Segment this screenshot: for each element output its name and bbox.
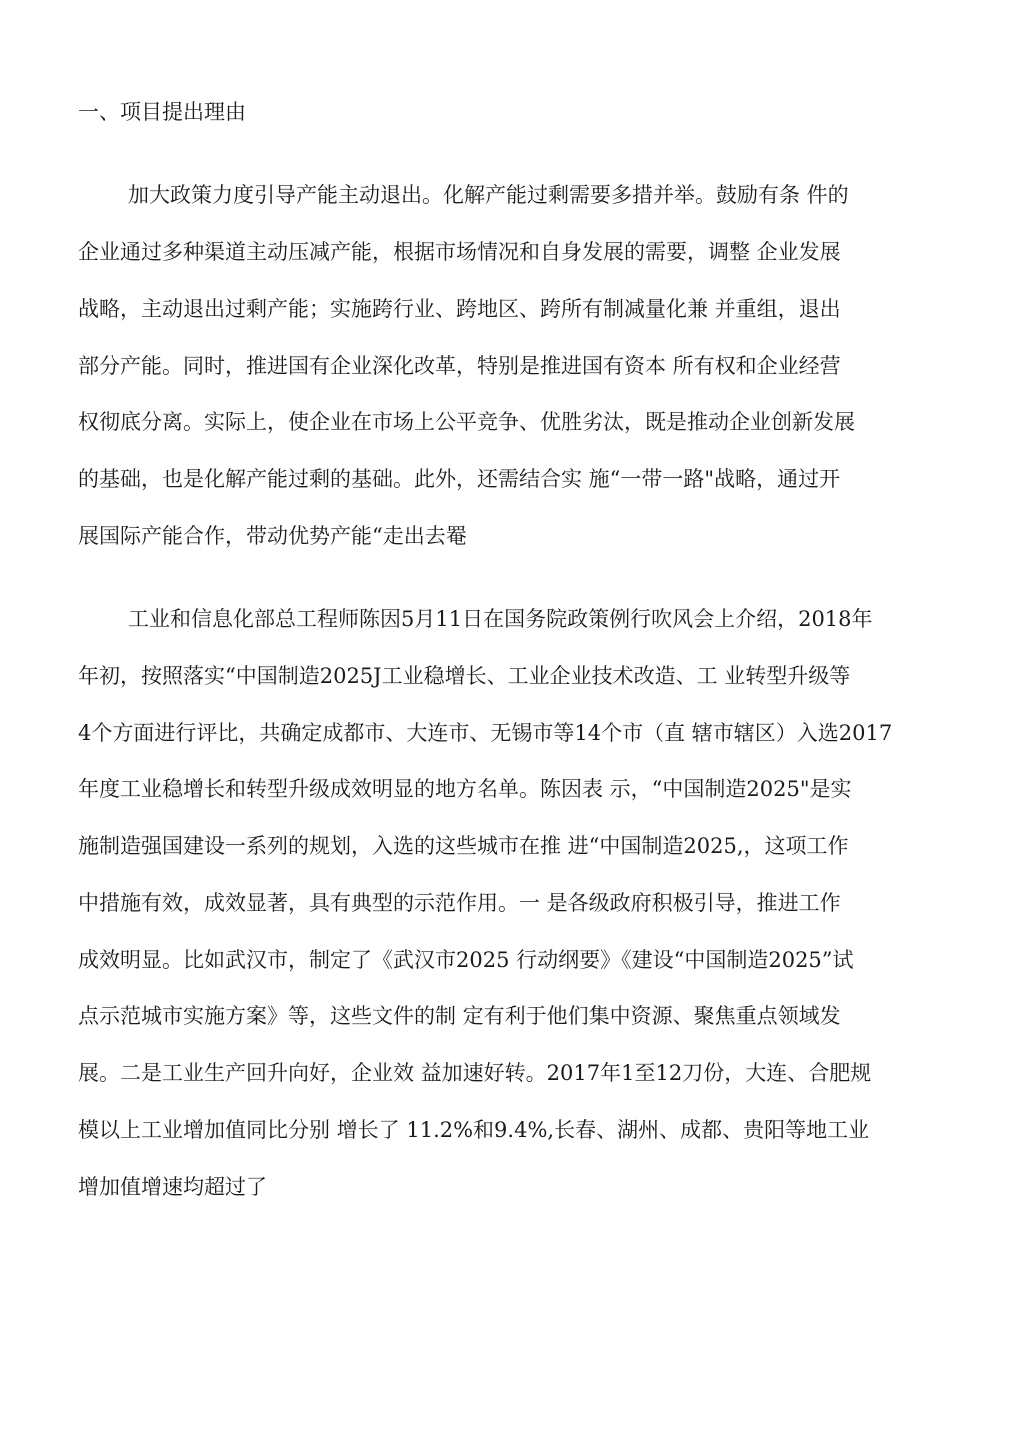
- paragraph-1-line-4: 部分产能。同时，推进国有企业深化改革，特别是推进国有资本 所有权和企业经营: [78, 354, 841, 378]
- paragraph-1-line-6: 的基础，也是化解产能过剩的基础。此外，还需结合实 施“一带一路"战略，通过开: [78, 467, 841, 491]
- paragraph-2-line-2: 年初，按照落实“中国制造2025J工业稳增长、工业企业技术改造、工 业转型升级等: [78, 664, 851, 688]
- paragraph-2-line-8: 点示范城市实施方案》等，这些文件的制 定有利于他们集中资源、聚焦重点领域发: [78, 1004, 841, 1028]
- paragraph-2-line-9: 展。二是工业生产回升向好，企业效 益加速好转。2017年1至12刀份，大连、合肥规: [78, 1061, 872, 1085]
- paragraph-2-line-6: 中措施有效，成效显著，具有典型的示范作用。一 是各级政府积极引导，推进工作: [78, 891, 841, 915]
- paragraph-1-line-5: 权彻底分离。实际上，使企业在市场上公平竞争、优胜劣汰，既是推动企业创新发展: [78, 410, 855, 434]
- paragraph-2-line-10: 模以上工业增加值同比分别 增长了 11.2%和9.4%,长春、湖州、成都、贵阳等地工业: [78, 1118, 870, 1142]
- paragraph-2-line-11: 增加值增速均超过了: [78, 1175, 267, 1199]
- paragraph-2-line-3: 4个方面进行评比，共确定成都市、大连市、无锡市等14个市（直 辖市辖区）入选2017: [78, 721, 893, 745]
- paragraph-1-line-7: 展国际产能合作，带动优势产能“走出去罨: [78, 524, 467, 548]
- paragraph-1-line-3: 战略，主动退出过剩产能；实施跨行业、跨地区、跨所有制减量化兼 并重组，退出: [78, 297, 841, 321]
- paragraph-1-line-1: 加大政策力度引导产能主动退出。化解产能过剩需要多措并举。鼓励有条 件的: [128, 183, 849, 207]
- paragraph-2-line-1: 工业和信息化部总工程师陈因5月11日在国务院政策例行吹风会上介绍，2018年: [128, 607, 873, 631]
- paragraph-2-line-4: 年度工业稳增长和转型升级成效明显的地方名单。陈因表 示，“中国制造2025"是实: [78, 777, 852, 801]
- section-heading: 一、项目提出理由: [78, 100, 246, 124]
- paragraph-2-line-5: 施制造强国建设一系列的规划，入选的这些城市在推 进“中国制造2025,，这项工作: [78, 834, 849, 858]
- paragraph-1-line-2: 企业通过多种渠道主动压减产能，根据市场情况和自身发展的需要，调整 企业发展: [78, 240, 841, 264]
- paragraph-2-line-7: 成效明显。比如武汉市，制定了《武汉市2025 行动纲要》《建设“中国制造2025”试: [78, 948, 854, 972]
